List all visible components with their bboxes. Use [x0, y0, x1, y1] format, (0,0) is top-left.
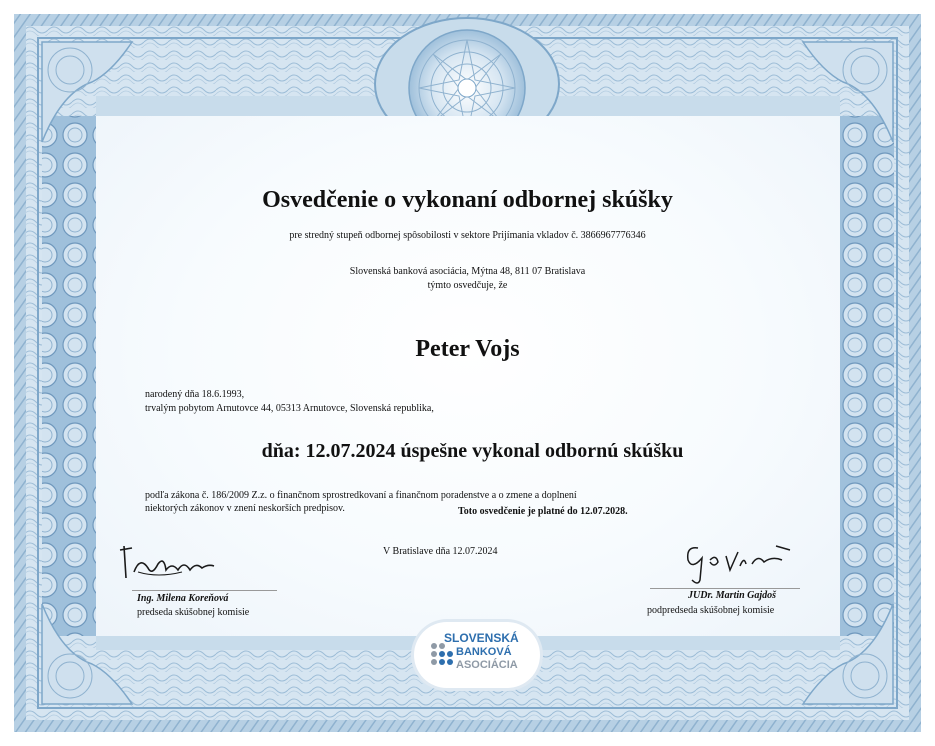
certificate-title: Osvedčenie o vykonaní odbornej skúšky — [262, 187, 673, 213]
validity-line: Toto osvedčenie je platné do 12.07.2028. — [458, 506, 628, 517]
place-and-date: V Bratislave dňa 12.07.2024 — [383, 546, 498, 557]
certificate-subtitle: pre stredný stupeň odbornej spôsobilosti v sektore Prijímania vkladov č. 3866967776346 — [289, 230, 646, 241]
slovenska-bankova-asociacia-logo — [414, 622, 540, 688]
left-signatory-name: Ing. Milena Koreňová — [137, 593, 229, 604]
right-signatory-name: JUDr. Martin Gajdoš — [688, 590, 777, 601]
birth-date-line: narodený dňa 18.6.1993, — [145, 389, 245, 400]
residence-line: trvalým pobytom Arnutovce 44, 05313 Arnutovce, Slovenská republika, — [145, 403, 434, 414]
exam-passed-line: dňa: 12.07.2024 úspešne vykonal odbornú skúšku — [261, 440, 684, 462]
logo-line-1: SLOVENSKÁ — [444, 631, 519, 645]
right-signature-line — [650, 588, 800, 589]
right-signatory-role: podpredseda skúšobnej komisie — [647, 605, 775, 616]
left-signatory-role: predseda skúšobnej komisie — [137, 607, 250, 618]
left-signature-line — [132, 590, 277, 591]
law-reference-line-1: podľa zákona č. 186/2009 Z.z. o finančnom sprostredkovaní a finančnom poradenstve a o zmene a doplnení — [145, 490, 577, 501]
right-handwritten-signature — [680, 536, 800, 588]
left-handwritten-signature — [118, 542, 218, 592]
holder-name: Peter Vojs — [415, 336, 520, 362]
issuer-line: Slovenská banková asociácia, Mýtna 48, 811 07 Bratislava — [349, 266, 586, 277]
logo-line-3: ASOCIÁCIA — [456, 659, 518, 671]
certifies-line: týmto osvedčuje, že — [427, 280, 508, 291]
logo-line-2: BANKOVÁ — [456, 646, 512, 658]
law-reference-line-2: niektorých zákonov v znení neskorších predpisov. — [145, 503, 345, 514]
logo-dots-icon — [430, 642, 454, 666]
